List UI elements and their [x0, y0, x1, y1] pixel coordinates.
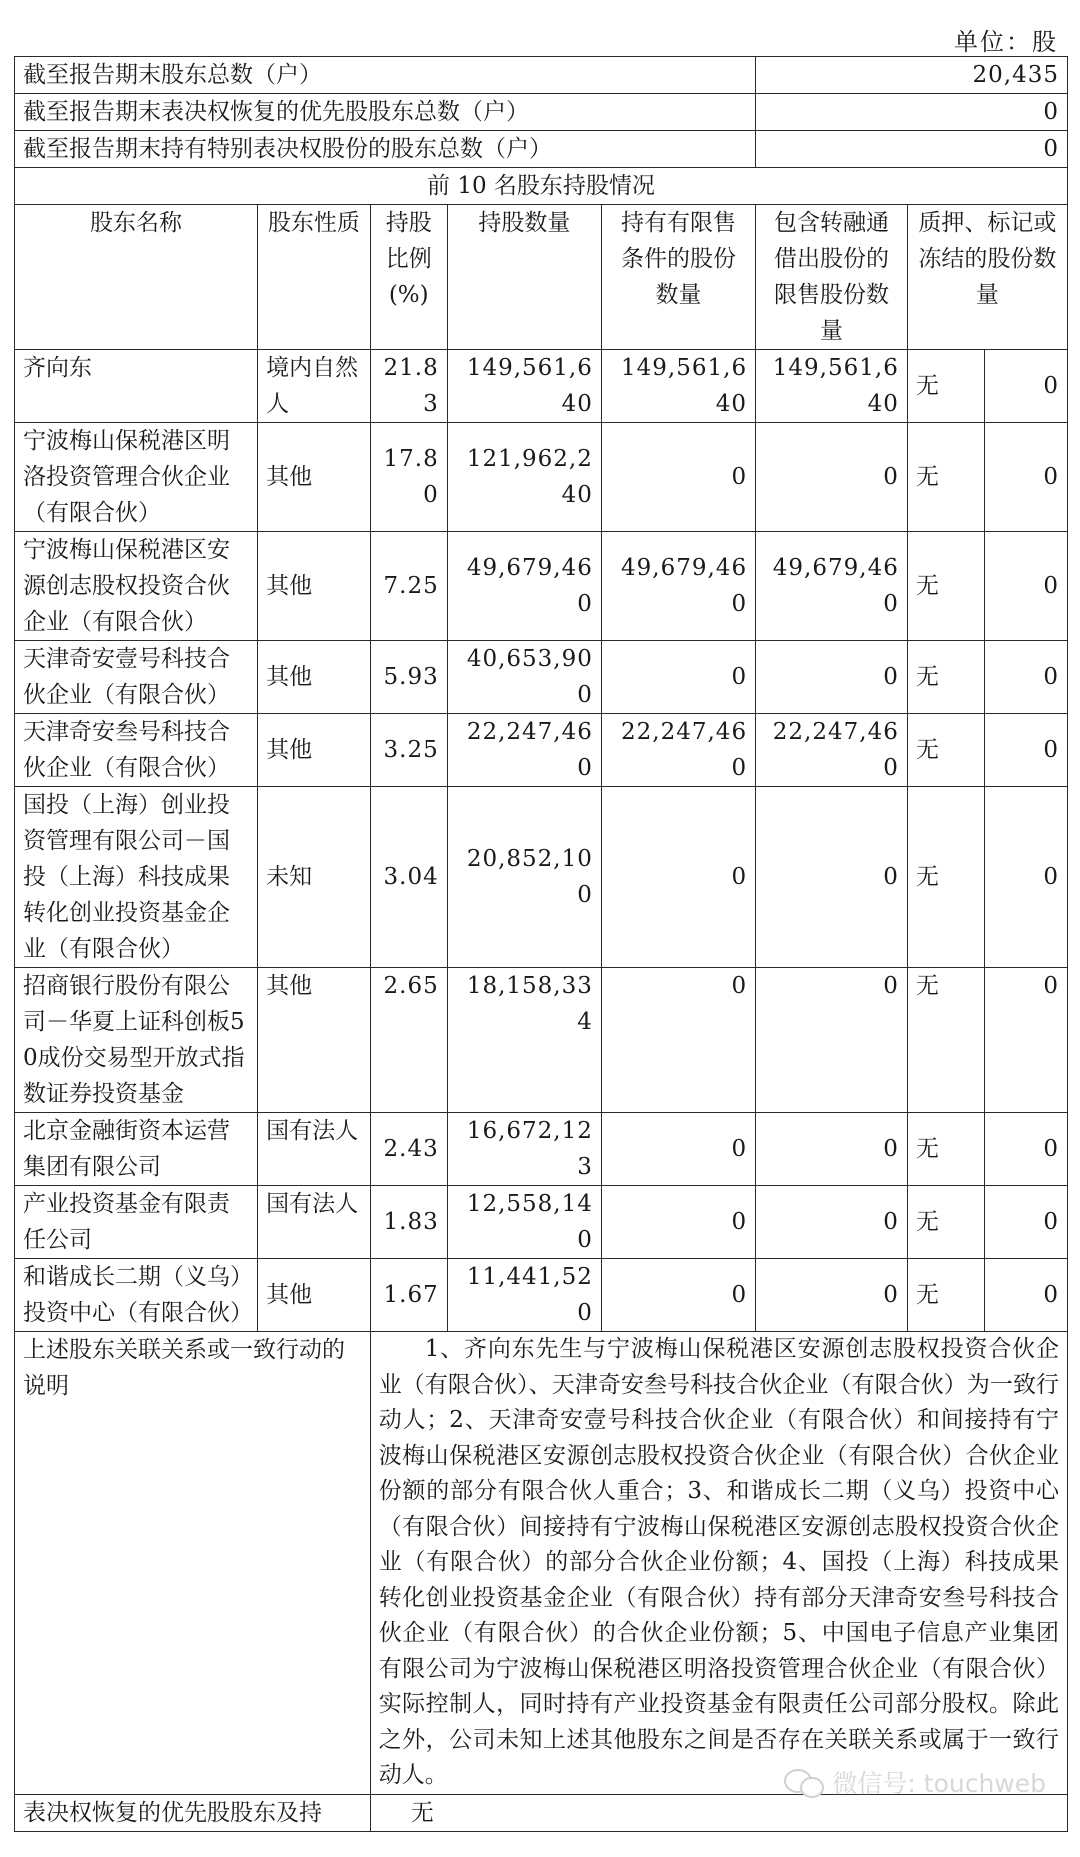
shareholder-restricted: 49,679,460 — [601, 532, 755, 641]
shareholder-qty: 18,158,334 — [447, 968, 601, 1113]
shareholder-qty: 22,247,460 — [447, 714, 601, 787]
table-row — [15, 532, 1068, 641]
shareholder-qty: 20,852,100 — [447, 787, 601, 968]
pledge-status: 无 — [907, 350, 984, 423]
shareholder-name: 宁波梅山保税港区安源创志股权投资合伙企业（有限合伙） — [15, 532, 258, 641]
shareholder-name: 北京金融街资本运营集团有限公司 — [15, 1113, 258, 1186]
summary-label: 截至报告期末股东总数（户） — [15, 57, 756, 94]
shareholder-lending: 22,247,460 — [756, 714, 908, 787]
shareholder-ratio: 3.04 — [370, 787, 447, 968]
shareholder-restricted: 149,561,640 — [601, 350, 755, 423]
preferred-row — [15, 1794, 1068, 1831]
summary-label: 截至报告期末表决权恢复的优先股股东总数（户） — [15, 94, 756, 131]
pledge-status: 无 — [907, 641, 984, 714]
shareholder-rows — [15, 350, 1068, 1332]
shareholder-lending: 0 — [756, 1259, 908, 1332]
shareholder-lending: 0 — [756, 423, 908, 532]
shareholder-ratio: 21.83 — [370, 350, 447, 423]
header-ratio: 持股比例(%) — [370, 205, 447, 350]
pledge-qty: 0 — [984, 532, 1067, 641]
shareholder-ratio: 3.25 — [370, 714, 447, 787]
header-restricted: 持有有限售条件的股份数量 — [601, 205, 755, 350]
shareholder-lending: 0 — [756, 787, 908, 968]
shareholder-qty: 40,653,900 — [447, 641, 601, 714]
pledge-qty: 0 — [984, 423, 1067, 532]
shareholder-ratio: 5.93 — [370, 641, 447, 714]
relation-row — [15, 1332, 1068, 1795]
shareholder-restricted: 0 — [601, 1186, 755, 1259]
shareholder-ratio: 17.80 — [370, 423, 447, 532]
shareholder-name: 天津奇安壹号科技合伙企业（有限合伙） — [15, 641, 258, 714]
pledge-qty: 0 — [984, 1259, 1067, 1332]
header-row — [15, 205, 1068, 350]
shareholder-ratio: 1.83 — [370, 1186, 447, 1259]
shareholder-restricted: 0 — [601, 968, 755, 1113]
shareholder-restricted: 0 — [601, 423, 755, 532]
table-row — [15, 1186, 1068, 1259]
shareholder-restricted: 0 — [601, 1259, 755, 1332]
summary-row — [15, 131, 1068, 168]
pledge-status: 无 — [907, 423, 984, 532]
shareholder-table — [14, 56, 1068, 1832]
table-row — [15, 641, 1068, 714]
table-row — [15, 787, 1068, 968]
pledge-qty: 0 — [984, 714, 1067, 787]
summary-value: 0 — [756, 94, 1068, 131]
summary-value: 20,435 — [756, 57, 1068, 94]
unit-label: 单位：股 — [954, 28, 1058, 56]
shareholder-lending: 0 — [756, 968, 908, 1113]
shareholder-qty: 121,962,240 — [447, 423, 601, 532]
shareholder-name: 招商银行股份有限公司－华夏上证科创板50成份交易型开放式指数证券投资基金 — [15, 968, 258, 1113]
header-name: 股东名称 — [15, 205, 258, 350]
shareholder-restricted: 0 — [601, 787, 755, 968]
table-row — [15, 423, 1068, 532]
pledge-qty: 0 — [984, 350, 1067, 423]
shareholder-nature: 国有法人 — [258, 1113, 371, 1186]
shareholder-qty: 149,561,640 — [447, 350, 601, 423]
shareholder-lending: 0 — [756, 1186, 908, 1259]
pledge-status: 无 — [907, 714, 984, 787]
shareholder-name: 宁波梅山保税港区明洛投资管理合伙企业（有限合伙） — [15, 423, 258, 532]
shareholder-lending: 49,679,460 — [756, 532, 908, 641]
shareholder-nature: 其他 — [258, 714, 371, 787]
header-qty: 持股数量 — [447, 205, 601, 350]
table-row — [15, 350, 1068, 423]
shareholder-nature: 境内自然人 — [258, 350, 371, 423]
shareholder-name: 齐向东 — [15, 350, 258, 423]
relation-text: 1、齐向东先生与宁波梅山保税港区安源创志股权投资合伙企业（有限合伙）、天津奇安叁号科技合伙企业（有限合伙）为一致行动人；2、天津奇安壹号科技合伙企业（有限合伙）和间接持有宁波梅山保税港区安源创志股权投资合伙企业（有限合伙）合伙企业份额的部分有限合伙人重合；3、和谐成长二期（义乌）投资中心（有限合伙）间接持有宁波梅山保税港区安源创志股权投资合伙企业（有限合伙）的部分合伙企业份额；4、国投（上海）科技成果转化创业投资基金企业（有限合伙）持有部分天津奇安叁号科技合伙企业（有限合伙）的合伙企业份额；5、中国电子信息产业集团有限公司为宁波梅山保税港区明洛投资管理合伙企业（有限合伙）实际控制人，同时持有产业投资基金有限责任公司部分股权。除此之外，公司未知上述其他股东之间是否存在关联关系或属于一致行动人。 — [370, 1332, 1067, 1795]
header-pledge: 质押、标记或冻结的股份数量 — [907, 205, 1067, 350]
summary-label: 截至报告期末持有特别表决权股份的股东总数（户） — [15, 131, 756, 168]
shareholder-nature: 其他 — [258, 532, 371, 641]
shareholder-nature: 国有法人 — [258, 1186, 371, 1259]
shareholder-name: 天津奇安叁号科技合伙企业（有限合伙） — [15, 714, 258, 787]
pledge-status: 无 — [907, 787, 984, 968]
shareholder-ratio: 2.43 — [370, 1113, 447, 1186]
pledge-qty: 0 — [984, 641, 1067, 714]
summary-value: 0 — [756, 131, 1068, 168]
pledge-qty: 0 — [984, 1186, 1067, 1259]
pledge-status: 无 — [907, 1113, 984, 1186]
summary-row — [15, 57, 1068, 94]
table-row — [15, 1113, 1068, 1186]
shareholder-lending: 0 — [756, 1113, 908, 1186]
shareholder-name: 和谐成长二期（义乌）投资中心（有限合伙） — [15, 1259, 258, 1332]
pledge-status: 无 — [907, 532, 984, 641]
preferred-value: 无 — [370, 1794, 1067, 1831]
shareholder-nature: 其他 — [258, 968, 371, 1113]
pledge-qty: 0 — [984, 968, 1067, 1113]
pledge-status: 无 — [907, 1186, 984, 1259]
pledge-qty: 0 — [984, 787, 1067, 968]
shareholder-lending: 149,561,640 — [756, 350, 908, 423]
shareholder-name: 国投（上海）创业投资管理有限公司－国投（上海）科技成果转化创业投资基金企业（有限合伙） — [15, 787, 258, 968]
table-row — [15, 1259, 1068, 1332]
shareholder-qty: 49,679,460 — [447, 532, 601, 641]
header-lending: 包含转融通借出股份的限售股份数量 — [756, 205, 908, 350]
shareholder-qty: 16,672,123 — [447, 1113, 601, 1186]
shareholder-qty: 11,441,520 — [447, 1259, 601, 1332]
shareholder-ratio: 2.65 — [370, 968, 447, 1113]
shareholder-nature: 未知 — [258, 787, 371, 968]
shareholder-qty: 12,558,140 — [447, 1186, 601, 1259]
shareholder-name: 产业投资基金有限责任公司 — [15, 1186, 258, 1259]
pledge-status: 无 — [907, 968, 984, 1113]
shareholder-restricted: 22,247,460 — [601, 714, 755, 787]
preferred-label: 表决权恢复的优先股股东及持 — [15, 1794, 371, 1831]
header-nature: 股东性质 — [258, 205, 371, 350]
pledge-status: 无 — [907, 1259, 984, 1332]
table-row — [15, 714, 1068, 787]
shareholder-ratio: 7.25 — [370, 532, 447, 641]
shareholder-lending: 0 — [756, 641, 908, 714]
pledge-qty: 0 — [984, 1113, 1067, 1186]
shareholder-nature: 其他 — [258, 641, 371, 714]
shareholder-ratio: 1.67 — [370, 1259, 447, 1332]
section-title: 前 10 名股东持股情况 — [15, 168, 1068, 205]
watermark-text: 微信号: touchweb — [832, 1769, 1046, 1798]
shareholder-nature: 其他 — [258, 1259, 371, 1332]
relation-label: 上述股东关联关系或一致行动的说明 — [15, 1332, 371, 1795]
shareholder-restricted: 0 — [601, 641, 755, 714]
table-row — [15, 968, 1068, 1113]
shareholder-restricted: 0 — [601, 1113, 755, 1186]
section-title-row — [15, 168, 1068, 205]
summary-row — [15, 94, 1068, 131]
shareholder-nature: 其他 — [258, 423, 371, 532]
